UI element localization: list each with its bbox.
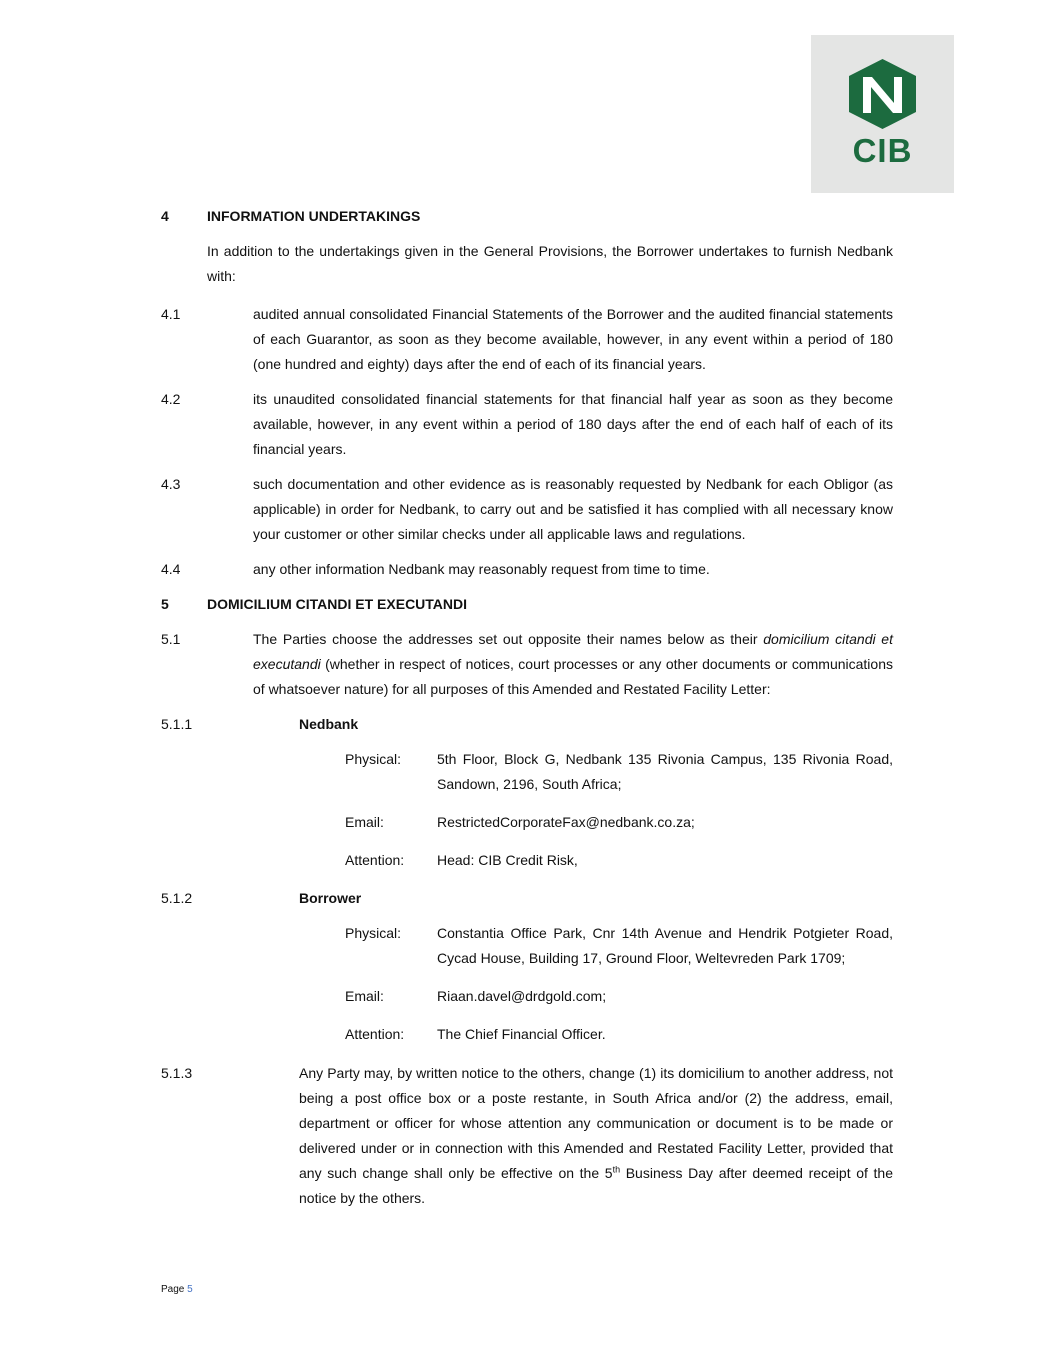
section-number: 5 (161, 596, 169, 612)
page-label: Page (161, 1284, 185, 1295)
clause-text: such documentation and other evidence as is reasonably requested by Nedbank for each Obligor (as applicable) in order for Nedbank, to carry out and be satisfied it has complied with all necessary know your customer or other similar checks under all applicable laws and regulations. (253, 476, 893, 542)
clause-number: 4.1 (161, 306, 181, 322)
clause-number: 4.2 (161, 391, 181, 407)
attention-label: Attention: (345, 852, 405, 868)
email-label: Email: (345, 988, 384, 1004)
clause-text: Any Party may, by written notice to the others, change (1) its domicilium to another address, not being a post office box or a poste restante, in South Africa and/or (2) the address, email, department or officer for whose attention any communication or document is to be made or delivered under or in connection with this Amended and Restated Facility Letter, provided that any such change shall only be effective on the 5th Business Day after deemed receipt of the notice by the others. (299, 1065, 893, 1206)
clause-text: audited annual consolidated Financial Statements of the Borrower and the audited financial statements of each Guarantor, as soon as they become available, however, in any event within a period of 180 (one hundred and eighty) days after the end of each of its financial years. (253, 306, 893, 372)
clause-text: its unaudited consolidated financial statements for that financial half year as soon as they become available, however, in any event within a period of 180 days after the end of each half of each of its financial years. (253, 391, 893, 457)
clause-number: 4.4 (161, 561, 181, 577)
physical-label: Physical: (345, 925, 402, 941)
latin-term: domicilium citandi et executandi (253, 631, 893, 672)
page-number: 5 (187, 1284, 193, 1295)
physical-label: Physical: (345, 751, 402, 767)
page-footer (161, 1283, 193, 1297)
clause-number: 5.1.1 (161, 716, 193, 732)
clause-number: 5.1 (161, 631, 181, 647)
clause-number: 5.1.3 (161, 1065, 193, 1081)
attention-label: Attention: (345, 1026, 405, 1042)
clause-number: 4.3 (161, 476, 181, 492)
clause-number: 5.1.2 (161, 890, 193, 906)
email-address: RestrictedCorporateFax@nedbank.co.za; (437, 814, 695, 830)
clause-text: The Parties choose the addresses set out opposite their names below as their domicilium citandi et executandi (whether in respect of notices, court processes or any other documents or communications of whatsoever nature) for all purposes of this Amended and Restated Facility Letter: (253, 631, 893, 697)
physical-address: 5th Floor, Block G, Nedbank 135 Rivonia Campus, 135 Rivonia Road, Sandown, 2196, South Africa; (437, 751, 893, 792)
party-name: Borrower (299, 890, 362, 906)
party-name: Nedbank (299, 716, 359, 732)
email-address: Riaan.davel@drdgold.com; (437, 988, 607, 1004)
physical-address: Constantia Office Park, Cnr 14th Avenue and Hendrik Potgieter Road, Cycad House, Building 17, Ground Floor, Weltevreden Park 1709; (437, 925, 893, 966)
nedbank-cib-logo (811, 35, 954, 193)
section-number: 4 (161, 208, 169, 224)
section-intro: In addition to the undertakings given in the General Provisions, the Borrower undertakes to furnish Nedbank with: (207, 243, 893, 284)
attention-value: Head: CIB Credit Risk, (437, 852, 578, 868)
section-heading: DOMICILIUM CITANDI ET EXECUTANDI (207, 596, 468, 612)
attention-value: The Chief Financial Officer. (437, 1026, 606, 1042)
logo-text: CIB (852, 132, 913, 169)
email-label: Email: (345, 814, 384, 830)
nedbank-n-icon (849, 59, 916, 129)
section-heading: INFORMATION UNDERTAKINGS (207, 208, 421, 224)
clause-text: any other information Nedbank may reasonably request from time to time. (253, 561, 710, 577)
